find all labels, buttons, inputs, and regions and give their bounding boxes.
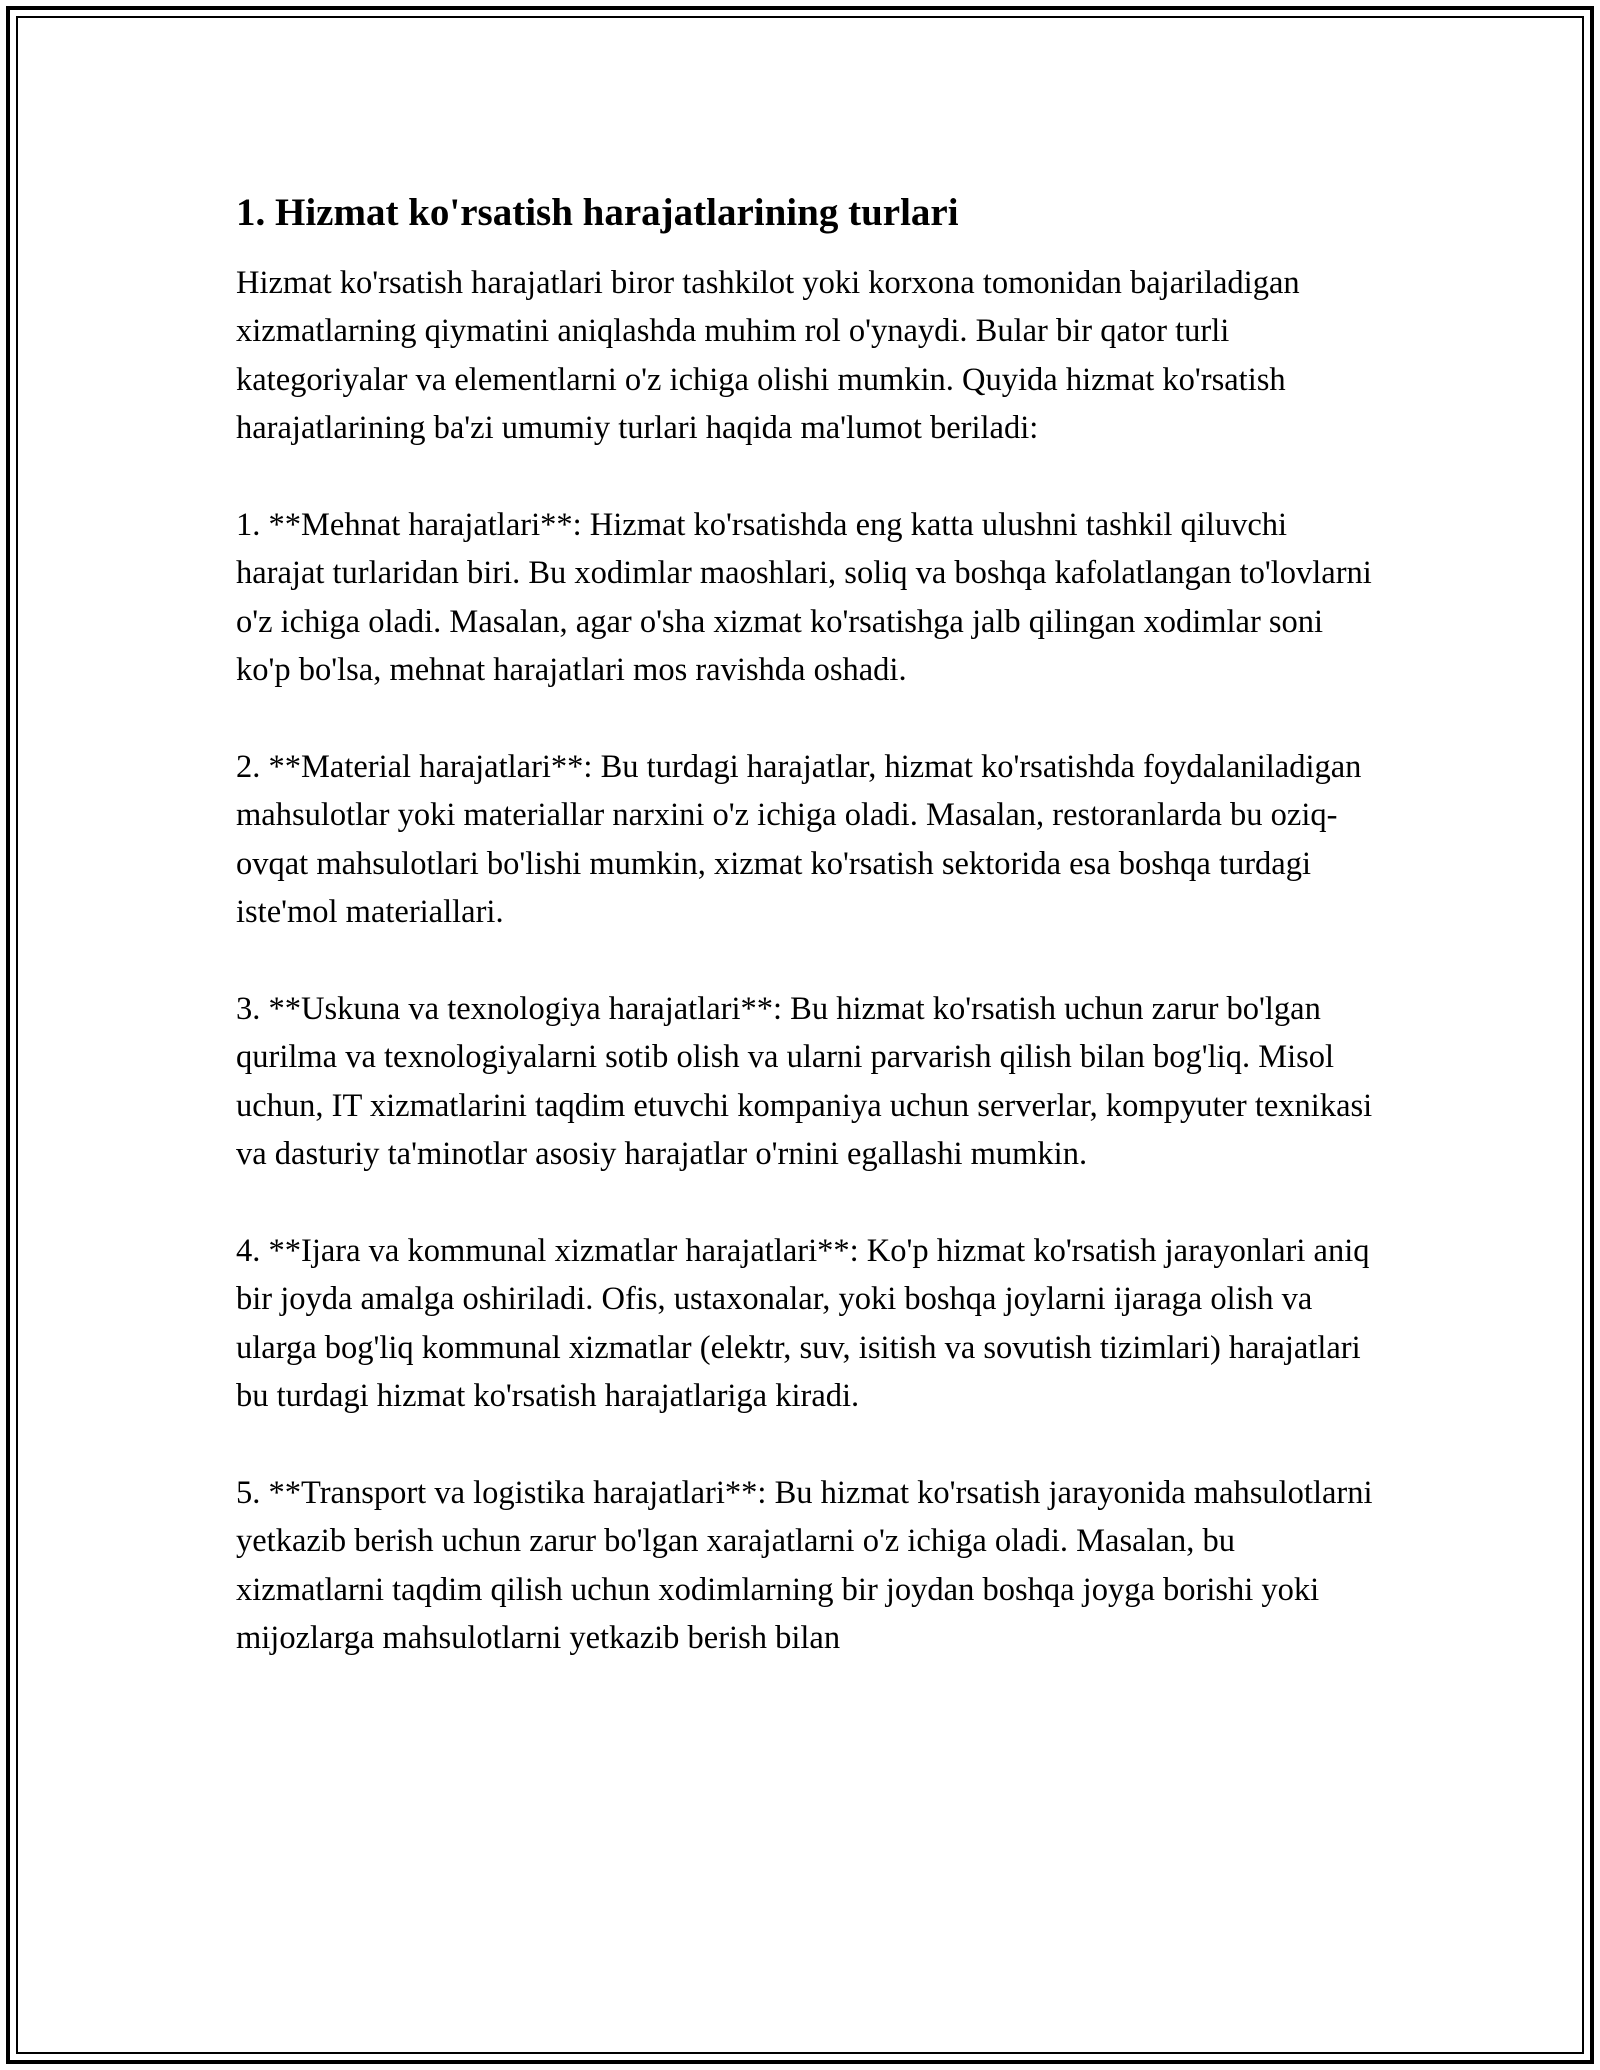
list-item-rent-utilities-costs: 4. **Ijara va kommunal xizmatlar harajatlari**: Ko'p hizmat ko'rsatish jarayonlari aniq bir joyda amalga oshiriladi. Ofis, ustaxonalar, yoki boshqa joylarni ijaraga olish va ularga bog'liq kommunal xizmatlar (elektr, suv, isitish va sovutish tizimlari) harajatlari bu turdagi hizmat ko'rsatish harajatlariga kiradi. (236, 1233, 1370, 1415)
list-item-equipment-costs: 3. **Uskuna va texnologiya harajatlari**: Bu hizmat ko'rsatish uchun zarur bo'lgan qurilma va texnologiyalarni sotib olish va ularni parvarish qilish bilan bog'liq. Misol uchun, IT xizmatlarini taqdim etuvchi kompaniya uchun serverlar, kompyuter texnikasi va dasturiy ta'minotlar asosiy harajatlar o'rnini egallashi mumkin. (236, 991, 1373, 1173)
list-item-transport-costs: 5. **Transport va logistika harajatlari**: Bu hizmat ko'rsatish jarayonida mahsulotlarni yetkazib berish uchun zarur bo'lgan xarajatlarni o'z ichiga oladi. Masalan, bu xizmatlarni taqdim qilish uchun xodimlarning bir joydan boshqa joyga borishi yoki mijozlarga mahsulotlarni yetkazib berish bilan (236, 1475, 1373, 1657)
list-item-material-costs: 2. **Material harajatlari**: Bu turdagi harajatlar, hizmat ko'rsatishda foydalaniladigan mahsulotlar yoki materiallar narxini o'z ichiga oladi. Masalan, restoranlarda bu oziq-ovqat mahsulotlari bo'lishi mumkin, xizmat ko'rsatish sektorida esa boshqa turdagi iste'mol materiallari. (236, 749, 1362, 931)
intro-paragraph: Hizmat ko'rsatish harajatlari biror tashkilot yoki korxona tomonidan bajariladigan xizmatlarning qiymatini aniqlashda muhim rol o'ynaydi. Bular bir qator turli kategoriyalar va elementlarni o'z ichiga olishi mumkin. Quyida hizmat ko'rsatish harajatlarining ba'zi umumiy turlari haqida ma'lumot beriladi: (236, 265, 1300, 447)
list-item-labor-costs: 1. **Mehnat harajatlari**: Hizmat ko'rsatishda eng katta ulushni tashkil qiluvchi harajat turlaridan biri. Bu xodimlar maoshlari, soliq va boshqa kafolatlangan to'lovlarni o'z ichiga oladi. Masalan, agar o'sha xizmat ko'rsatishga jalb qilingan xodimlar soni ko'p bo'lsa, mehnat harajatlari mos ravishda oshadi. (236, 507, 1372, 689)
document-body (236, 189, 1376, 1711)
section-heading: 1. Hizmat ko'rsatish harajatlarining turlari (236, 191, 959, 234)
